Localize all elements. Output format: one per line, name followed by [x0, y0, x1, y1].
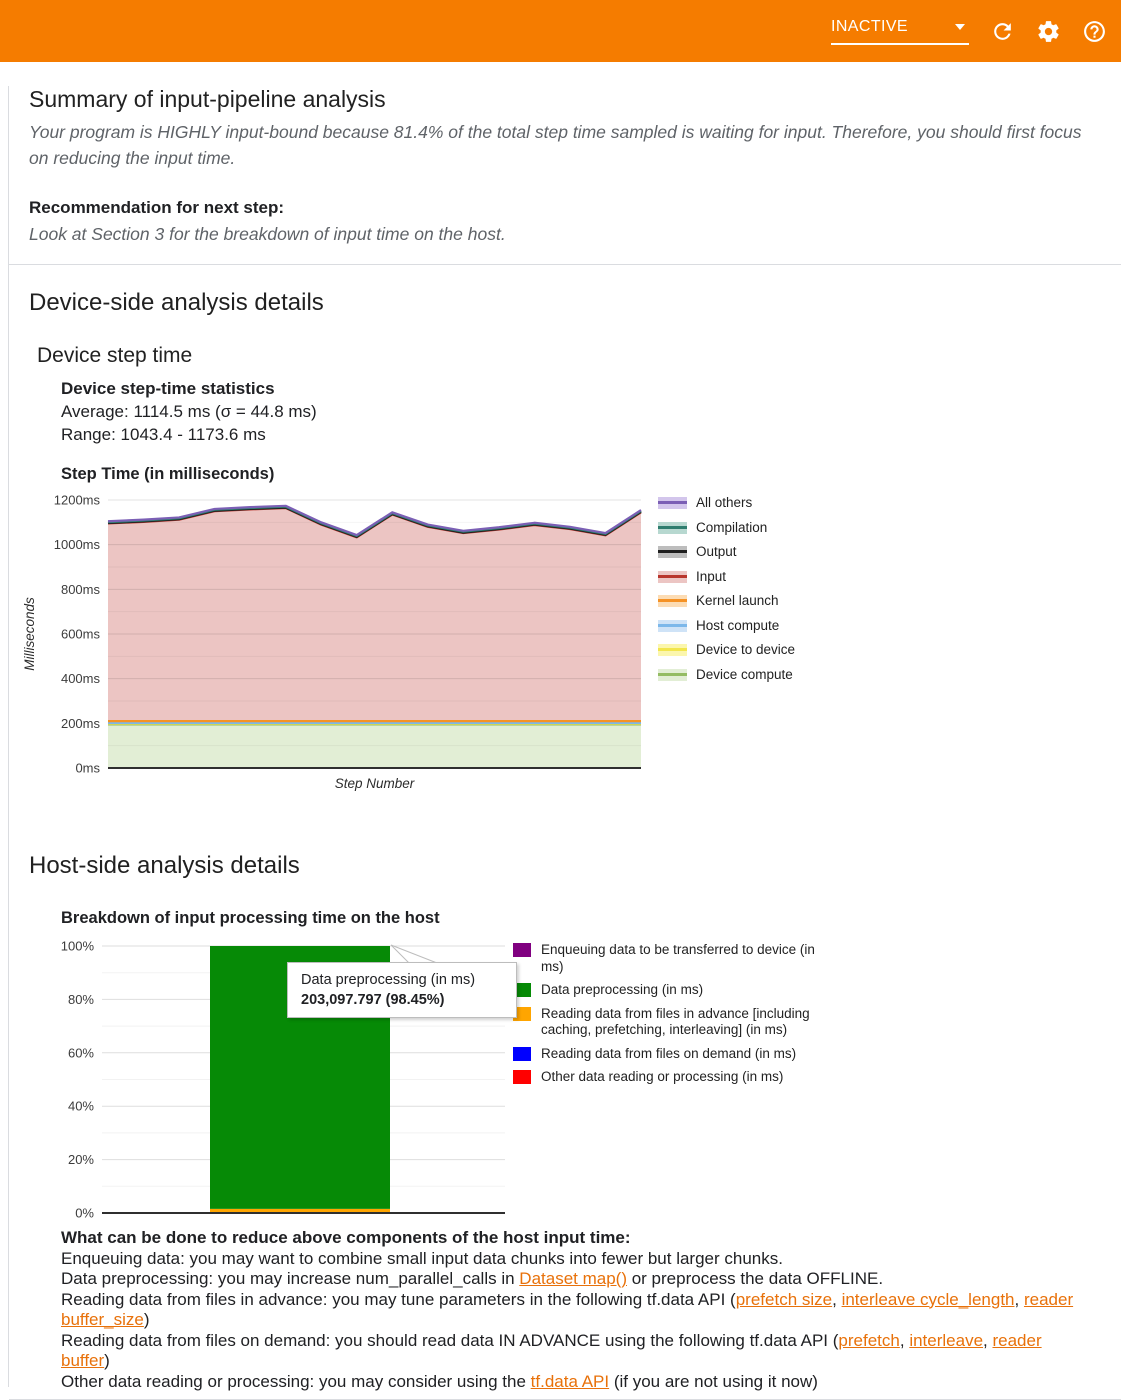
legend-line-swatch	[658, 620, 687, 632]
legend-label: Device compute	[696, 666, 793, 682]
legend-color-swatch	[513, 943, 531, 957]
legend-line-swatch	[658, 669, 687, 681]
host-breakdown-chart[interactable]	[20, 936, 1110, 1228]
advice-link[interactable]: tf.data API	[530, 1371, 610, 1391]
legend-label: Other data reading or processing (in ms)	[541, 1069, 784, 1084]
help-icon	[1082, 19, 1107, 44]
legend-item	[658, 544, 795, 561]
step-time-chart[interactable]	[20, 489, 1110, 800]
legend-label: Input	[696, 568, 727, 584]
advice-text: ,	[1014, 1289, 1024, 1309]
legend-label: Data preprocessing (in ms)	[541, 982, 704, 997]
settings-button[interactable]	[1035, 18, 1061, 44]
recommendation-label: Recommendation for next step:	[29, 198, 285, 217]
legend-item	[513, 1046, 843, 1063]
host-chart-title: Breakdown of input processing time on the host	[61, 909, 440, 927]
legend-item	[513, 1006, 843, 1039]
legend-label: Output	[696, 544, 737, 559]
legend-item	[658, 520, 795, 537]
device-step-time-title: Device step time	[37, 344, 193, 367]
header-controls	[831, 0, 1107, 62]
y-tick-label: 800ms	[60, 581, 100, 597]
legend-line-swatch	[658, 644, 687, 656]
legend-item	[513, 982, 843, 999]
legend-label: Host compute	[696, 617, 780, 633]
y-tick-label: 100%	[60, 938, 94, 954]
legend-label: Reading data from files on demand (in ms)	[541, 1045, 797, 1061]
legend-line-swatch	[658, 571, 687, 583]
advice-text: Enqueuing data: you may want to combine small input data chunks into fewer but larger chunks.	[61, 1248, 783, 1268]
main-content	[8, 86, 1121, 1391]
legend-item	[513, 1069, 843, 1086]
section-divider	[9, 264, 1121, 265]
y-tick-label: 0%	[75, 1205, 94, 1221]
legend-color-swatch	[513, 1070, 531, 1084]
recommendation-body: Look at Section 3 for the breakdown of input time on the host.	[29, 224, 506, 244]
dropdown-caret-icon	[955, 24, 965, 30]
y-tick-label: 1200ms	[53, 492, 100, 508]
summary-body: Your program is HIGHLY input-bound because 81.4% of the total step time sampled is waiting for input. Therefore, you should first focus on reducing the input time.	[29, 122, 1082, 168]
host-advice	[61, 1228, 1083, 1392]
advice-text: ,	[899, 1330, 910, 1350]
stats-average: Average: 1114.5 ms (σ = 44.8 ms)	[61, 402, 317, 421]
advice-title: What can be done to reduce above components of the host input time:	[61, 1228, 631, 1247]
help-button[interactable]	[1081, 18, 1107, 44]
legend-item	[658, 593, 795, 610]
advice-line	[61, 1249, 1083, 1270]
advice-link[interactable]: Dataset map()	[519, 1269, 627, 1288]
legend-item	[658, 495, 795, 512]
area-input	[108, 508, 641, 721]
advice-link[interactable]: interleave	[909, 1330, 984, 1350]
legend-item	[658, 569, 795, 586]
legend-line-swatch	[658, 595, 687, 607]
advice-link[interactable]: interleave cycle_length	[841, 1289, 1015, 1309]
settings-gear-icon	[1036, 19, 1061, 44]
advice-text: Data preprocessing: you may increase num_parallel_calls in	[61, 1269, 520, 1288]
legend-label: Reading data from files in advance [including caching, prefetching, interleaving] (in ms)	[541, 1005, 810, 1037]
advice-text: Reading data from files on demand: you should read data IN ADVANCE using the following tf.data API (	[61, 1330, 839, 1350]
refresh-icon	[990, 19, 1015, 44]
area-device-compute	[108, 724, 641, 768]
summary-title: Summary of input-pipeline analysis	[29, 86, 386, 112]
advice-line	[61, 1372, 1083, 1393]
advice-link[interactable]: prefetch size	[735, 1289, 833, 1309]
y-axis-title: Milliseconds	[22, 597, 37, 671]
advice-text: Reading data from files in advance: you may tune parameters in the following tf.data API (	[61, 1289, 736, 1309]
advice-lines	[61, 1249, 1083, 1393]
run-status-label: INACTIVE	[831, 17, 908, 35]
host-chart-legend	[513, 942, 843, 1093]
legend-label: Kernel launch	[696, 593, 779, 608]
y-tick-label: 20%	[67, 1152, 94, 1168]
app-header	[0, 0, 1121, 62]
tooltip-series-name: Data preprocessing (in ms)	[301, 972, 476, 988]
step-chart-title: Step Time (in milliseconds)	[61, 465, 275, 483]
step-chart-legend	[658, 495, 795, 691]
advice-link[interactable]: reader buffer	[61, 1330, 1042, 1370]
stats-title: Device step-time statistics	[61, 379, 275, 398]
chart-tooltip	[287, 962, 517, 1018]
advice-line	[61, 1331, 1083, 1372]
y-tick-label: 600ms	[60, 626, 100, 642]
y-tick-label: 40%	[67, 1098, 94, 1114]
run-status-select[interactable]	[831, 18, 969, 45]
advice-text: )	[104, 1351, 110, 1370]
y-tick-label: 400ms	[60, 671, 100, 687]
y-tick-label: 60%	[67, 1045, 94, 1061]
legend-label: All others	[696, 495, 753, 510]
legend-item	[658, 667, 795, 684]
device-section-title: Device-side analysis details	[29, 289, 324, 316]
advice-text: ,	[983, 1330, 993, 1350]
tooltip-callout	[391, 945, 437, 963]
x-axis-title: Step Number	[334, 776, 415, 791]
advice-line	[61, 1290, 1083, 1331]
refresh-button[interactable]	[989, 18, 1015, 44]
legend-line-swatch	[658, 522, 687, 534]
y-tick-label: 200ms	[60, 715, 100, 731]
host-section-title: Host-side analysis details	[29, 852, 300, 879]
advice-text: ,	[832, 1289, 842, 1309]
legend-line-swatch	[658, 546, 687, 558]
legend-label: Device to device	[696, 642, 796, 657]
legend-label: Compilation	[696, 519, 768, 535]
legend-item	[658, 642, 795, 659]
y-tick-label: 1000ms	[53, 537, 100, 553]
advice-text: or preprocess the data OFFLINE.	[627, 1269, 884, 1288]
stats-range: Range: 1043.4 - 1173.6 ms	[61, 425, 266, 444]
y-tick-label: 0ms	[75, 760, 100, 776]
legend-item	[513, 942, 843, 975]
legend-line-swatch	[658, 497, 687, 509]
legend-label: Enqueuing data to be transferred to device (in ms)	[541, 942, 815, 974]
advice-text: )	[143, 1310, 150, 1329]
legend-item	[658, 618, 795, 635]
device-step-stats	[61, 377, 1091, 446]
advice-text: (if you are not using it now)	[609, 1371, 818, 1391]
tooltip-value: 203,097.797 (98.45%)	[301, 992, 445, 1008]
advice-link[interactable]: prefetch	[838, 1330, 900, 1350]
advice-link[interactable]: reader buffer_size	[61, 1289, 1074, 1329]
y-tick-label: 80%	[67, 991, 94, 1007]
advice-text: Other data reading or processing: you may consider using the	[61, 1371, 531, 1391]
advice-line	[61, 1269, 1083, 1290]
legend-color-swatch	[513, 1047, 531, 1061]
